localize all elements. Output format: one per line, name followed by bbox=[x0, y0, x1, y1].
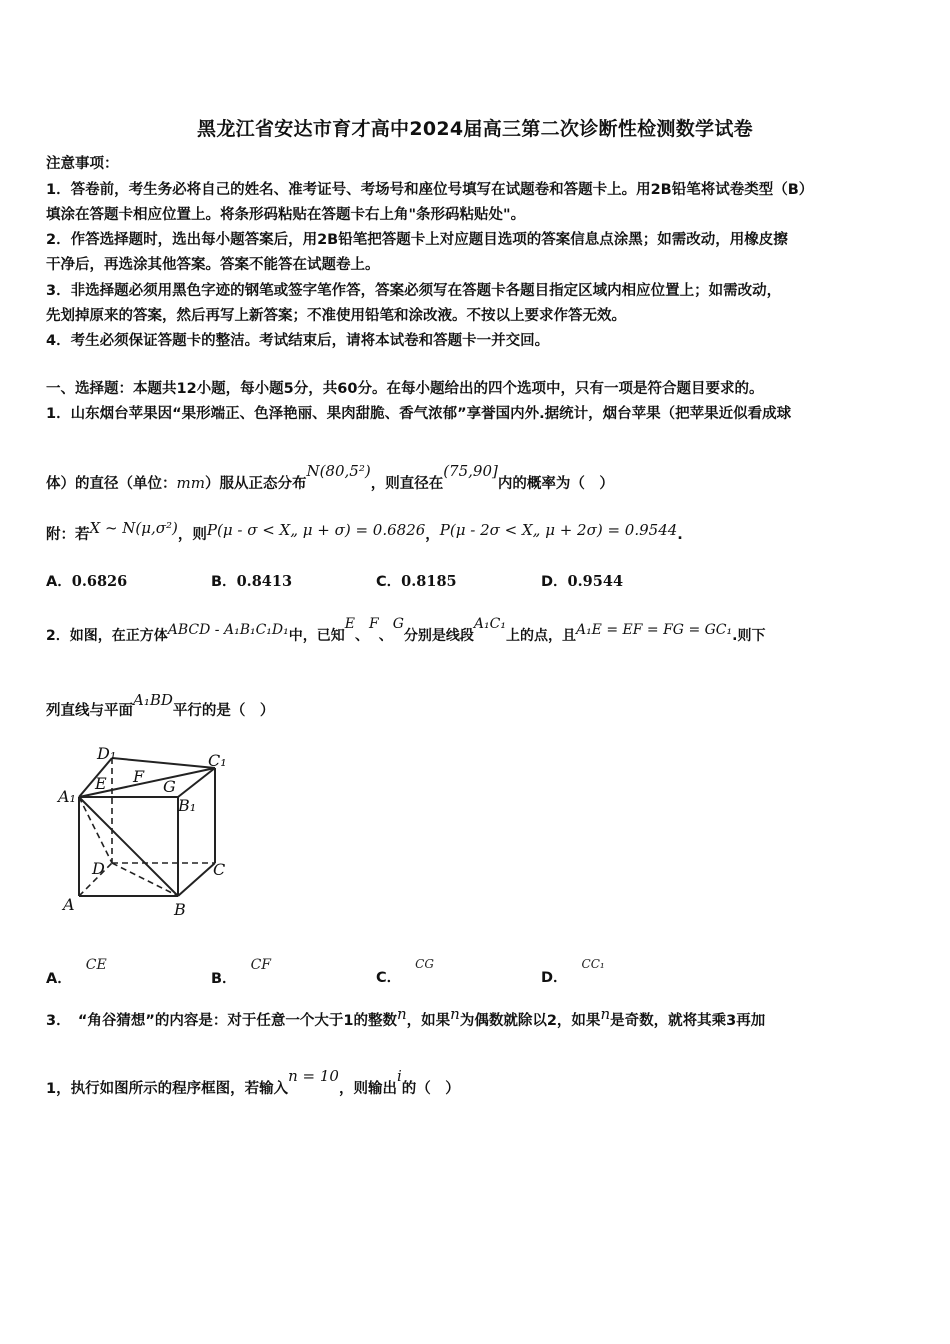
label-b1: B₁ bbox=[178, 796, 197, 815]
q1-text: . bbox=[677, 527, 683, 543]
option-label: D． bbox=[541, 574, 568, 590]
q2-option-a[interactable] bbox=[46, 957, 107, 988]
option-label: A． bbox=[46, 971, 72, 987]
q2-point-e: E bbox=[344, 616, 355, 632]
option-value: CE bbox=[85, 957, 107, 973]
option-value: CC₁ bbox=[581, 957, 605, 971]
q2-segment: A₁C₁ bbox=[473, 616, 506, 632]
q2-text: 中，已知 bbox=[288, 628, 345, 644]
hidden-segment-d-b bbox=[112, 863, 178, 896]
q3-stem-line1 bbox=[46, 1005, 765, 1030]
q2-option-c[interactable] bbox=[376, 957, 434, 987]
q3-text: ，如果 bbox=[406, 1013, 451, 1029]
option-label: B． bbox=[211, 574, 237, 590]
label-c: C bbox=[213, 860, 226, 879]
q1-option-a[interactable] bbox=[46, 570, 127, 591]
option-value: 0.8413 bbox=[236, 573, 293, 590]
q2-cube: ABCD - A₁B₁C₁D₁ bbox=[167, 622, 289, 638]
option-value: 0.9544 bbox=[567, 573, 624, 590]
q2-text: .则下 bbox=[732, 628, 766, 644]
q3-var-i: i bbox=[396, 1067, 402, 1085]
q1-appendix bbox=[46, 519, 683, 544]
q3-text: 为偶数就除以2，如果 bbox=[459, 1013, 601, 1029]
q1-prob-2sigma: P(μ - 2σ < X„ μ + 2σ) = 0.9544 bbox=[439, 521, 678, 539]
option-label: A． bbox=[46, 574, 72, 590]
q1-text: ）服从正态分布 bbox=[204, 476, 307, 492]
q2-equality: A₁E = EF = FG = GC₁ bbox=[575, 622, 733, 638]
q1-prob-1sigma: P(μ - σ < X„ μ + σ) = 0.6826 bbox=[206, 521, 426, 539]
q3-text: 的（ ） bbox=[401, 1081, 460, 1097]
option-label: C． bbox=[376, 574, 402, 590]
option-label: D． bbox=[541, 970, 568, 986]
q2-point-g: G bbox=[392, 616, 404, 632]
q1-stem-line2 bbox=[46, 462, 614, 493]
q2-text: 列直线与平面 bbox=[46, 703, 133, 719]
q2-option-b[interactable] bbox=[211, 957, 271, 988]
option-label: B． bbox=[211, 971, 237, 987]
notice-heading: 注意事项： bbox=[46, 156, 119, 172]
option-value: 0.8185 bbox=[401, 573, 457, 590]
notice-line: 干净后，再选涂其他答案。答案不能答在试题卷上。 bbox=[46, 257, 380, 273]
q2-stem-line1 bbox=[46, 616, 765, 645]
edge-b-c bbox=[178, 863, 215, 896]
q2-text: 、 bbox=[355, 628, 369, 644]
q1-distribution: N(80,5²) bbox=[306, 462, 371, 480]
q3-stem-line2 bbox=[46, 1067, 460, 1098]
q3-text: 1，执行如图所示的程序框图，若输入 bbox=[46, 1081, 289, 1097]
q2-option-d[interactable] bbox=[541, 957, 605, 987]
option-label: C． bbox=[376, 970, 402, 986]
q1-condition: X ~ N(μ,σ²) bbox=[89, 519, 178, 537]
q1-stem-line1: 1．山东烟台苹果因“果形端正、色泽艳丽、果肉甜脆、香气浓郁”享誉国内外.据统计，烟台苹果（把苹果近似看成球 bbox=[46, 406, 792, 422]
q1-interval: (75,90] bbox=[443, 462, 498, 480]
q1-text: 附：若 bbox=[46, 527, 90, 543]
q1-option-d[interactable] bbox=[541, 570, 623, 591]
q1-text: ，则 bbox=[177, 527, 207, 543]
label-d: D bbox=[92, 859, 105, 878]
q3-text: 是奇数，就将其乘3再加 bbox=[610, 1013, 766, 1029]
notice-line: 1．答卷前，考生务必将自己的姓名、准考证号、考场号和座位号填写在试题卷和答题卡上。用2B铅笔将试卷类型（B） bbox=[46, 182, 814, 198]
edge-d1-c1 bbox=[112, 758, 215, 768]
label-f: F bbox=[133, 767, 145, 786]
cube-figure bbox=[50, 745, 240, 925]
q2-stem-line2 bbox=[46, 691, 274, 720]
option-value: CG bbox=[415, 957, 434, 971]
q1-text: 体）的直径（单位： bbox=[46, 476, 177, 492]
q3-var-n: n bbox=[600, 1005, 611, 1023]
label-a1: A₁ bbox=[58, 787, 76, 806]
notice-line: 填涂在答题卡相应位置上。将条形码粘贴在答题卡右上角"条形码粘贴处"。 bbox=[46, 207, 526, 223]
section-heading: 一、选择题：本题共12小题，每小题5分，共60分。在每小题给出的四个选项中，只有一项是符合题目要求的。 bbox=[46, 381, 764, 397]
q1-unit: mm bbox=[176, 474, 205, 492]
q2-text: 分别是线段 bbox=[403, 628, 474, 644]
notice-line: 先划掉原来的答案，然后再写上新答案；不准使用铅笔和涂改液。不按以上要求作答无效。 bbox=[46, 308, 626, 324]
q1-text: ， bbox=[425, 527, 440, 543]
q1-text: ，则直径在 bbox=[370, 476, 444, 492]
label-c1: C₁ bbox=[208, 751, 227, 770]
q2-plane: A₁BD bbox=[133, 691, 173, 709]
q2-text: 2．如图，在正方体 bbox=[46, 628, 168, 644]
q2-text: 、 bbox=[378, 628, 393, 644]
q3-var-n: n bbox=[397, 1005, 407, 1023]
notice-line: 3．非选择题必须用黑色字迹的钢笔或签字笔作答，答案必须写在答题卡各题目指定区域内相应位置上；如需改动， bbox=[46, 283, 782, 299]
q3-input: n = 10 bbox=[288, 1067, 339, 1085]
label-e: E bbox=[95, 774, 107, 793]
label-d1: D₁ bbox=[97, 745, 117, 763]
q1-option-c[interactable] bbox=[376, 570, 457, 591]
q2-text: 上的点，且 bbox=[505, 628, 576, 644]
option-value: 0.6826 bbox=[71, 573, 128, 590]
label-a: A bbox=[63, 895, 75, 914]
q1-text: 内的概率为（ ） bbox=[497, 476, 614, 492]
q3-text: 3． “角谷猜想”的内容是：对于任意一个大于1的整数 bbox=[46, 1013, 397, 1029]
label-g: G bbox=[163, 777, 176, 796]
q3-text: ，则输出 bbox=[338, 1081, 397, 1097]
q3-var-n: n bbox=[450, 1005, 460, 1023]
exam-title: 黑龙江省安达市育才高中2024届高三第二次诊断性检测数学试卷 bbox=[197, 118, 753, 140]
notice-line: 2．作答选择题时，选出每小题答案后，用2B铅笔把答题卡上对应题目选项的答案信息点涂黑；如需改动，用橡皮擦 bbox=[46, 232, 788, 248]
q2-point-f: F bbox=[369, 616, 379, 632]
hidden-segment-a1-d bbox=[79, 797, 112, 863]
q2-text: 平行的是（ ） bbox=[172, 703, 275, 719]
q1-option-b[interactable] bbox=[211, 570, 292, 591]
notice-line: 4．考生必须保证答题卡的整洁。考试结束后，请将本试卷和答题卡一并交回。 bbox=[46, 333, 550, 349]
option-value: CF bbox=[250, 957, 271, 973]
label-b: B bbox=[174, 900, 186, 919]
